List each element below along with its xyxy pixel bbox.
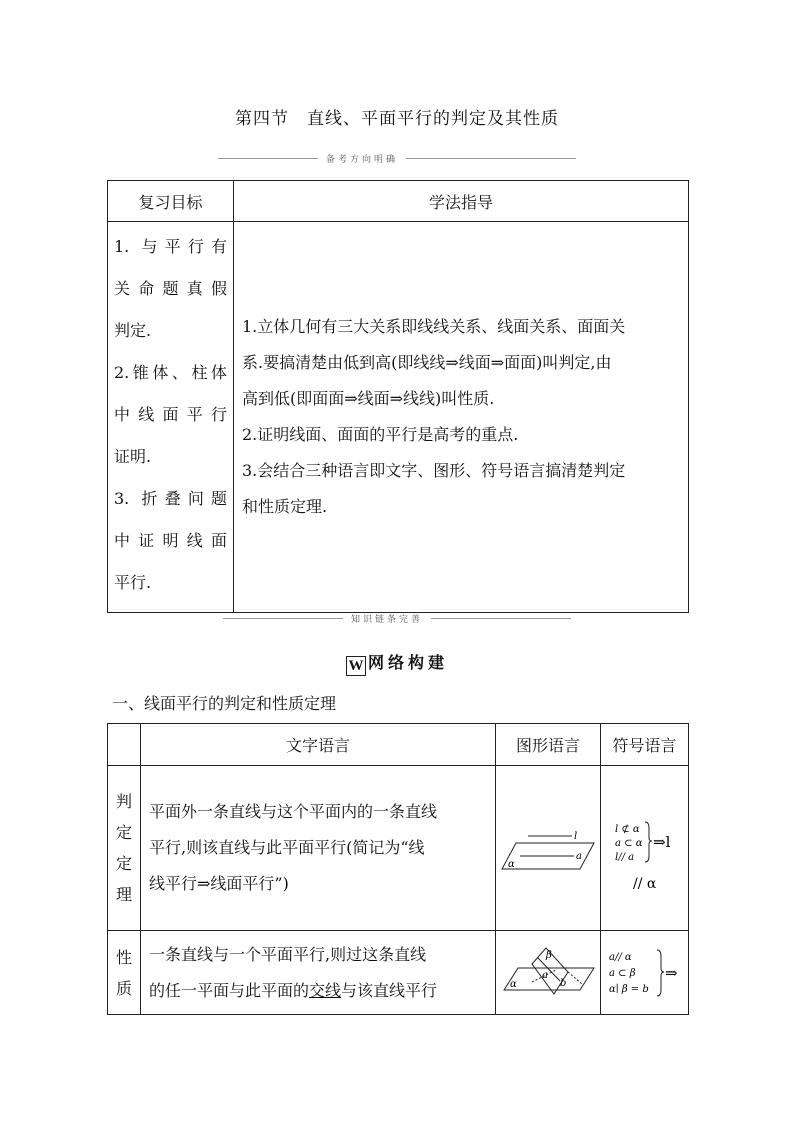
goal-line: 1. 与平行有 — [114, 237, 227, 256]
row-label-char: 定 — [115, 823, 132, 842]
symbol-line: a ⊂ β — [608, 967, 635, 979]
guide-line: 高到低(即面面⇒线面⇒线线)叫性质. — [242, 389, 495, 408]
underlined-term: 交线 — [309, 980, 342, 1000]
divider-line — [218, 158, 318, 159]
divider-line — [223, 618, 343, 619]
guide-line: 系.要搞清楚由低到高(即线线⇒线面⇒面面)叫判定,由 — [242, 353, 612, 372]
goal-line: 3. 折叠问题 — [114, 489, 227, 508]
divider-line — [431, 618, 571, 619]
label-l: l — [574, 831, 578, 842]
symbol-cell — [601, 766, 689, 931]
goal-line: 2.锥体、柱体 — [114, 363, 227, 382]
table-header: 学法指导 — [234, 181, 689, 222]
guide-line: 2.证明线面、面面的平行是高考的重点. — [242, 425, 519, 444]
label-b: b — [560, 977, 567, 989]
section-heading: 一、线面平行的判定和性质定理 — [112, 694, 337, 713]
row-label-char: 质 — [115, 978, 132, 998]
table-header-empty — [108, 724, 141, 766]
symbol-line: l// a — [614, 852, 634, 863]
symbol-notation — [605, 938, 685, 1008]
goal-line: 关命题真假 — [114, 279, 227, 298]
brace-icon — [657, 950, 664, 996]
network-label: 网络构建 — [367, 653, 448, 672]
goal-line: 平行. — [114, 573, 152, 592]
label-a: a — [576, 851, 582, 862]
table-header: 图形语言 — [496, 724, 601, 766]
study-guide-table — [107, 180, 689, 613]
row-label-char: 定 — [115, 854, 132, 873]
symbol-line: l ⊄ α — [614, 824, 640, 835]
section-divider — [0, 612, 794, 625]
symbol-result: // α — [632, 876, 656, 892]
label-alpha: α — [510, 978, 517, 990]
parallel-line-plane-figure — [498, 813, 598, 883]
row-label-char: 性 — [115, 947, 132, 967]
divider-label: 备考方向明确 — [325, 155, 398, 165]
w-logo-icon: W — [346, 656, 366, 676]
implies-symbol: ⇒ — [664, 963, 678, 982]
page-title: 第四节 直线、平面平行的判定及其性质 — [235, 109, 559, 129]
divider-line — [406, 158, 576, 159]
theorem-text-line: 平行,则该直线与此平面平行(简记为“线 — [149, 838, 425, 857]
label-beta: β — [546, 949, 552, 961]
label-alpha: α — [508, 859, 515, 870]
dashed-edge — [568, 972, 582, 984]
symbol-line: a// α — [608, 951, 632, 963]
row-label — [108, 931, 141, 1015]
goal-line: 中线面平行 — [114, 405, 227, 424]
guide-line: 3.会结合三种语言即文字、图形、符号语言搞清楚判定 — [242, 461, 626, 480]
symbol-line: α∣ β = b — [608, 983, 649, 995]
figure-cell — [496, 931, 601, 1015]
figure-cell — [496, 766, 601, 931]
theorem-text-line — [149, 973, 489, 1009]
theorem-text-line: 线平行⇒线面平行”) — [149, 874, 289, 893]
implies-symbol: ⇒l — [652, 833, 670, 851]
theorem-text-line: 平面外一条直线与这个平面内的一条直线 — [149, 802, 438, 821]
theorem-text-line: 一条直线与一个平面平行,则过这条直线 — [149, 944, 427, 964]
goal-line: 证明. — [114, 447, 152, 466]
text-segment: 的任一平面与此平面的 — [149, 980, 310, 1000]
table-header: 符号语言 — [601, 724, 689, 766]
goal-line: 判定. — [114, 321, 152, 340]
table-header: 文字语言 — [141, 724, 496, 766]
row-label — [108, 766, 141, 931]
label-a: a — [542, 969, 548, 981]
theorem-text-cell — [141, 766, 496, 931]
symbol-notation — [605, 788, 685, 908]
section-divider — [0, 152, 794, 165]
study-method-cell — [234, 222, 689, 613]
guide-line: 1.立体几何有三大关系即线线关系、线面关系、面面关 — [242, 317, 626, 336]
row-label-char: 判 — [115, 792, 132, 811]
plane-intersection-figure — [498, 938, 598, 1008]
guide-line: 和性质定理. — [242, 497, 328, 516]
symbol-cell — [601, 931, 689, 1015]
symbol-line: a ⊂ α — [614, 838, 642, 849]
text-segment: 与该直线平行 — [341, 980, 438, 1000]
theorem-table — [107, 723, 689, 1015]
review-goals-cell — [108, 222, 234, 613]
table-header: 复习目标 — [108, 181, 234, 222]
network-heading — [0, 650, 794, 676]
row-label-char: 理 — [115, 885, 132, 904]
goal-line: 中证明线面 — [114, 531, 227, 550]
theorem-text-cell — [141, 931, 496, 1015]
divider-label: 知识链条完善 — [350, 615, 423, 625]
brace-icon — [645, 822, 652, 862]
